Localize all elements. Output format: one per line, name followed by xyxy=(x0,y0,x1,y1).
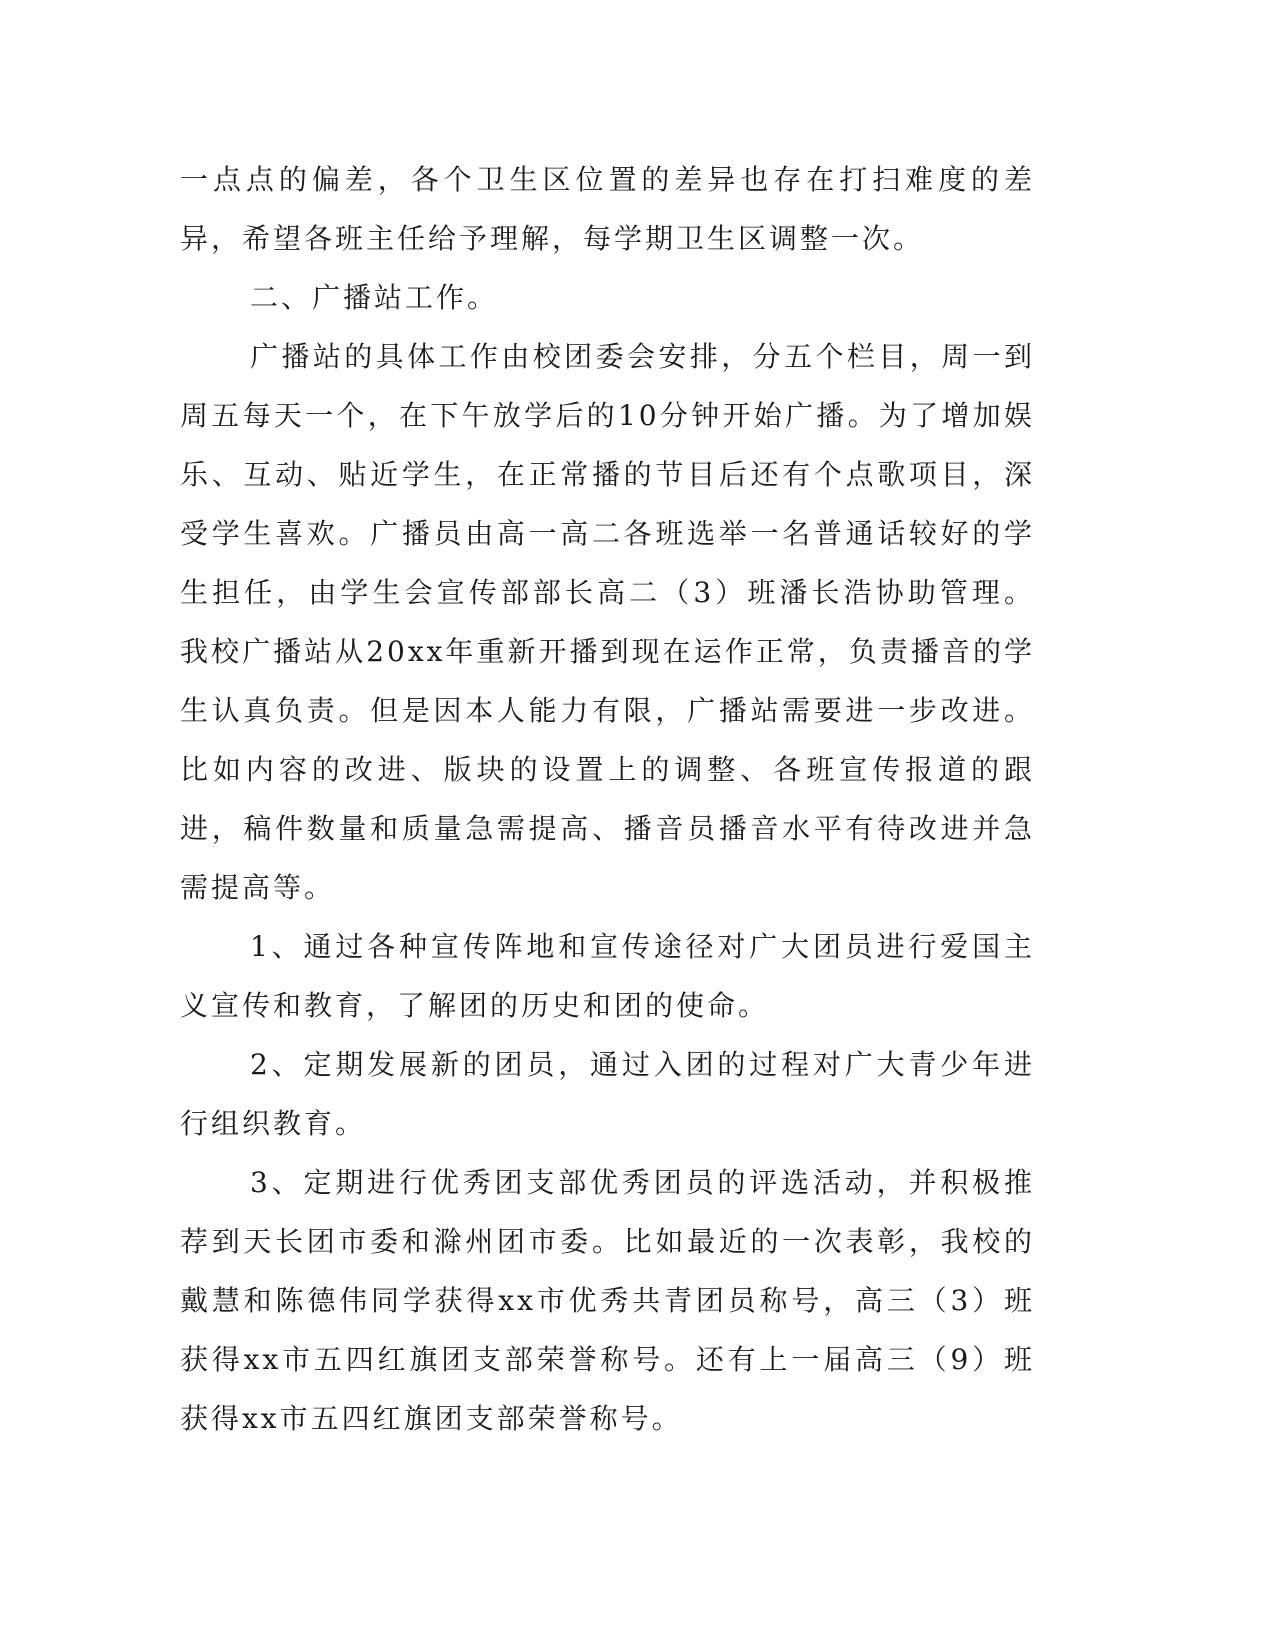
paragraph-cleaning-area: 一点点的偏差，各个卫生区位置的差异也存在打扫难度的差异，希望各班主任给予理解，每学期卫生区调整一次。 xyxy=(180,163,1035,255)
section-heading-broadcast: 二、广播站工作。 xyxy=(250,281,499,314)
list-item-2: 2、定期发展新的团员，通过入团的过程对广大青少年进行组织教育。 xyxy=(180,1048,1035,1140)
list-item-1: 1、通过各种宣传阵地和宣传途径对广大团员进行爱国主义宣传和教育，了解团的历史和团的使命。 xyxy=(180,930,1035,1022)
list-item-3: 3、定期进行优秀团支部优秀团员的评选活动，并积极推荐到天长团市委和滁州团市委。比如最近的一次表彰，我校的戴慧和陈德伟同学获得xx市优秀共青团员称号，高三（3）班获得xx市五四红旗团支部荣誉称号。还有上一届高三（9）班获得xx市五四红旗团支部荣誉称号。 xyxy=(180,1166,1035,1435)
paragraph-broadcast-station: 广播站的具体工作由校团委会安排，分五个栏目，周一到周五每天一个，在下午放学后的10分钟开始广播。为了增加娱乐、互动、贴近学生，在正常播的节目后还有个点歌项目，深受学生喜欢。广播员由高一高二各班选举一名普通话较好的学生担任，由学生会宣传部部长高二（3）班潘长浩协助管理。我校广播站从20xx年重新开播到现在运作正常，负责播音的学生认真负责。但是因本人能力有限，广播站需要进一步改进。比如内容的改进、版块的设置上的调整、各班宣传报道的跟进，稿件数量和质量急需提高、播音员播音水平有待改进并急需提高等。 xyxy=(180,340,1035,904)
document-body xyxy=(180,150,1035,1448)
